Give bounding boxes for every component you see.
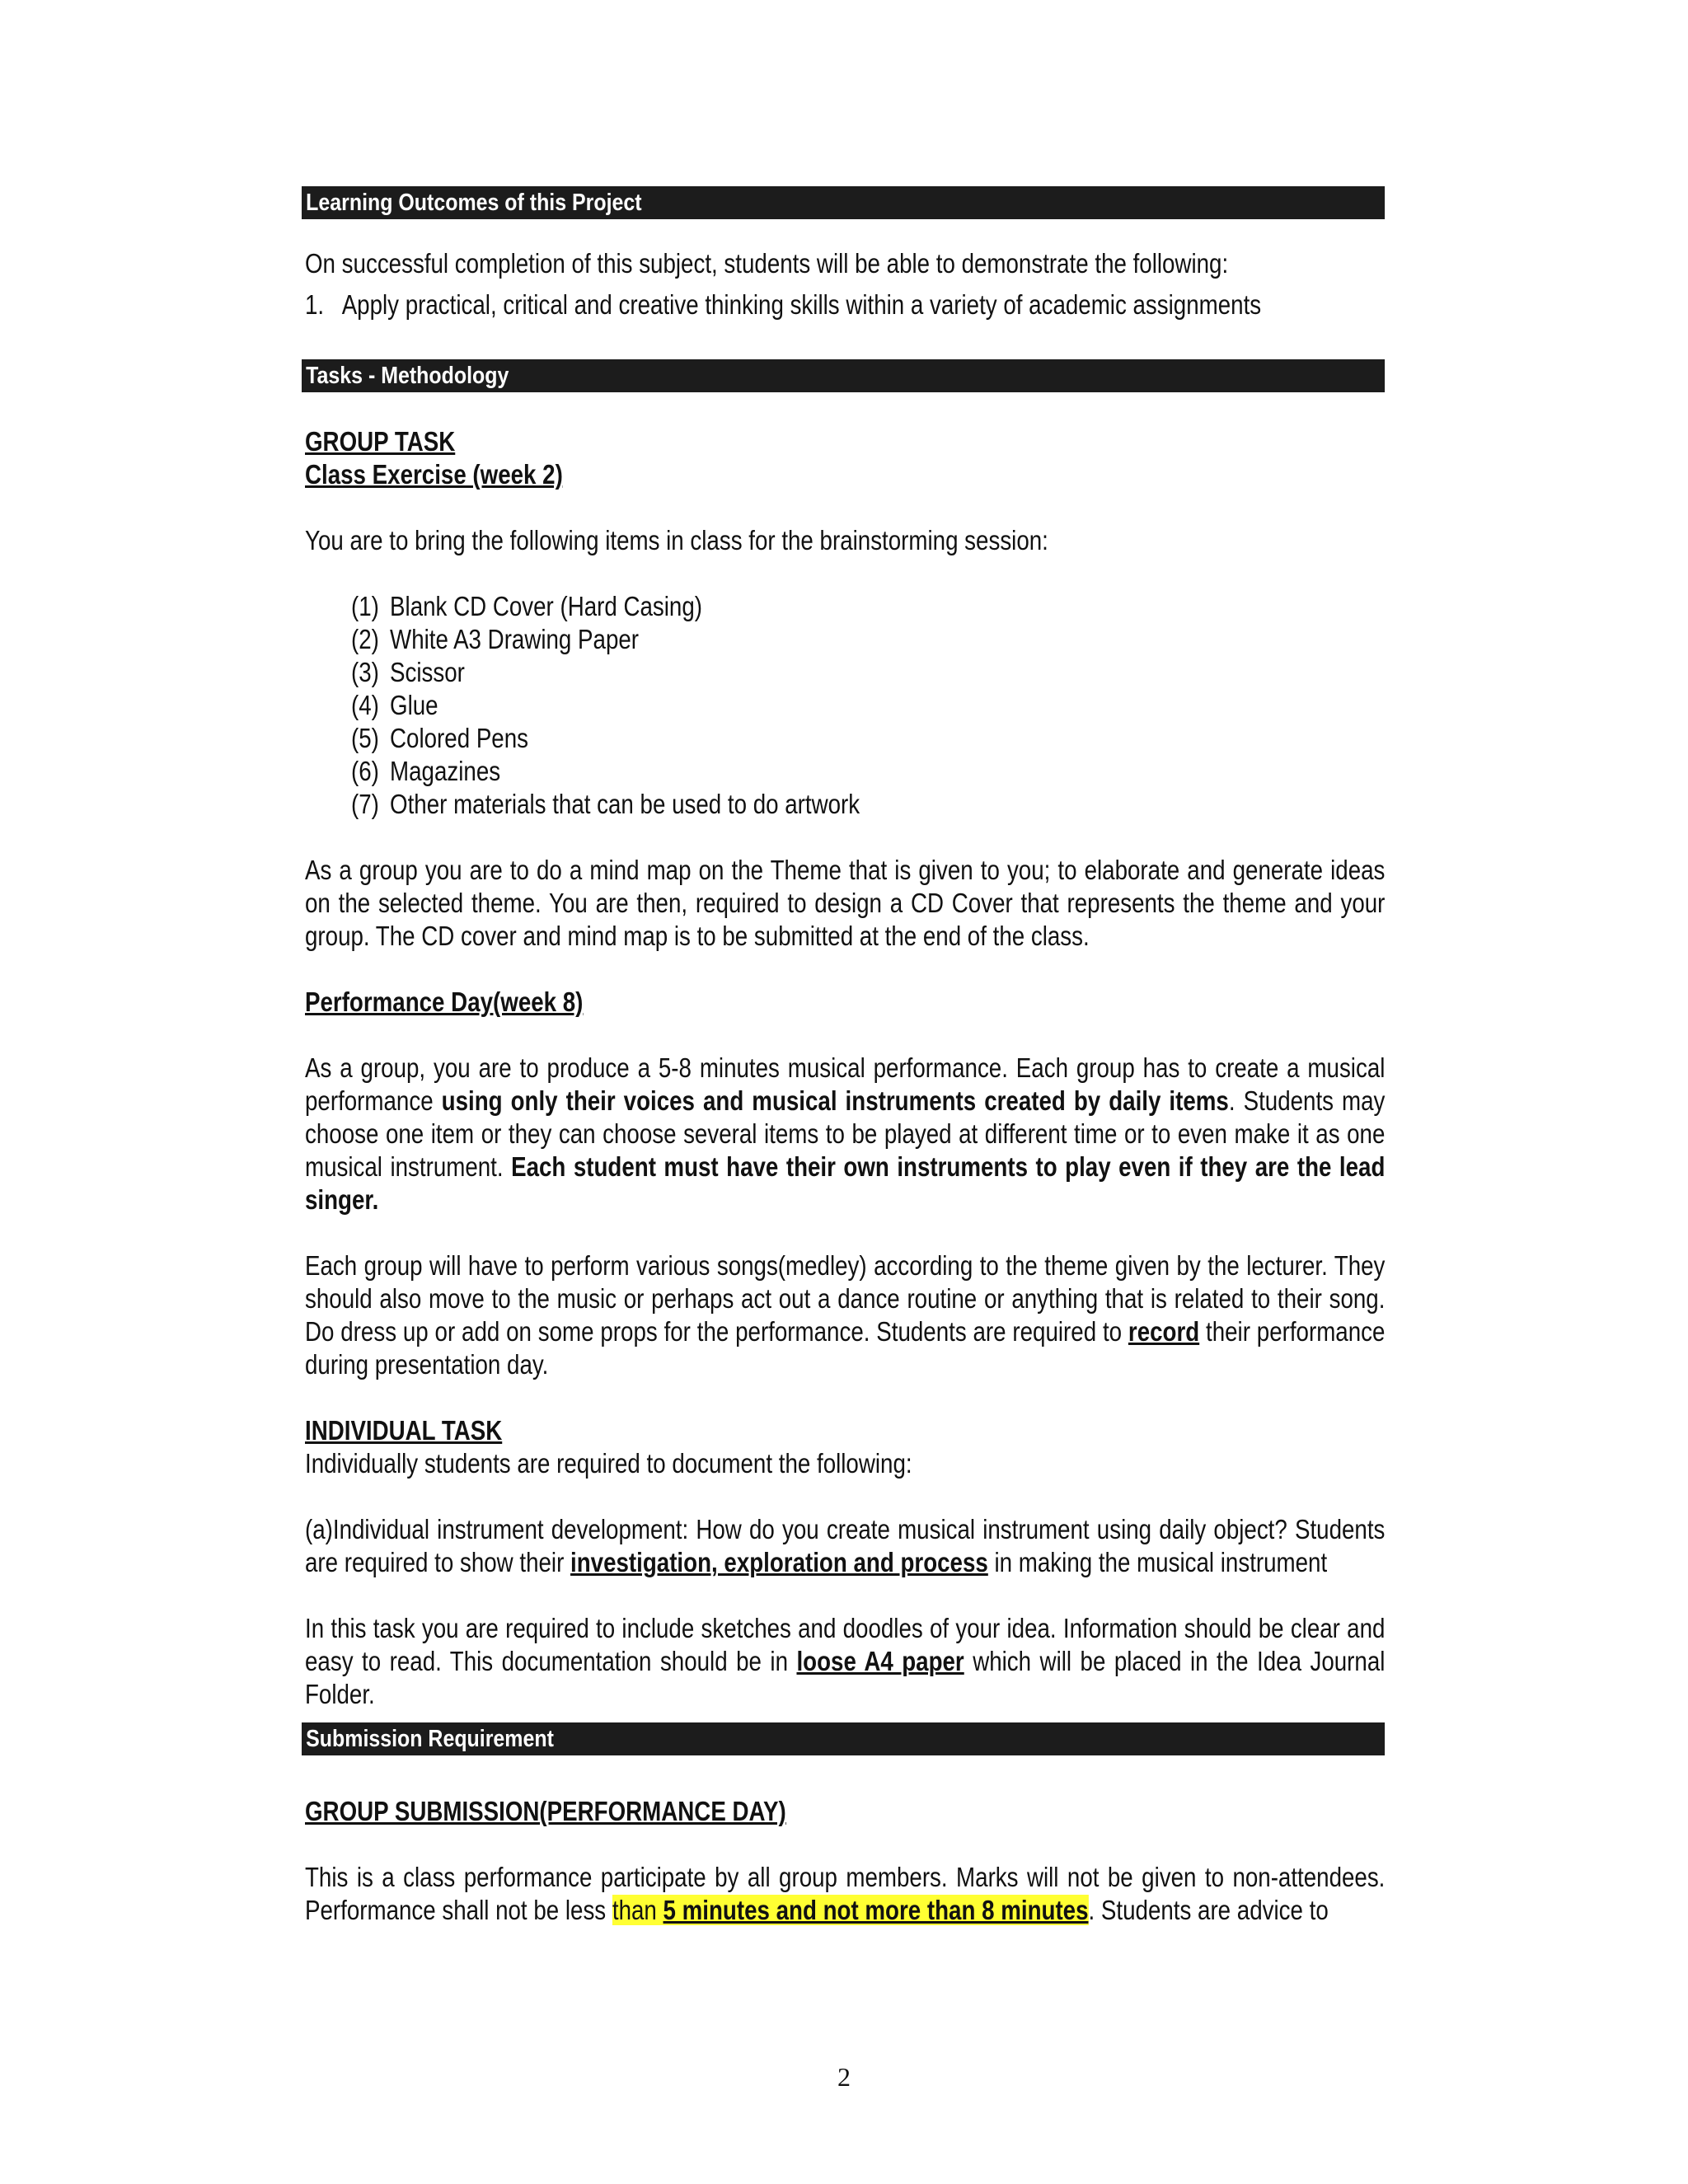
page-content <box>305 186 1385 1927</box>
list-item: (6) Magazines <box>351 756 501 786</box>
submission-requirement-heading: Submission Requirement <box>302 1722 1385 1755</box>
items-list <box>351 590 1385 821</box>
learning-outcome-item: 1. Apply practical, critical and creative thinking skills within a variety of academic assignments <box>305 289 1262 320</box>
performance-paragraph-2: Each group will have to perform various songs(medley) according to the theme given by the lecturer. They should also move to the music or perhaps act out a dance routine or anything that is related to their song. Do dress up or add on some props for the performance. Students are required to record their performance during presentation day. <box>305 1250 1386 1380</box>
sketches-paragraph: In this task you are required to include sketches and doodles of your idea. Information should be clear and easy to read. This documentation should be in loose A4 paper which will be placed in the Idea Journal Folder. <box>305 1613 1386 1709</box>
bring-items-intro: You are to bring the following items in class for the brainstorming session: <box>305 525 1048 555</box>
submission-paragraph: This is a class performance participate by all group members. Marks will not be given to non-attendees. Performance shall not be less than 5 minutes and not more than 8 minutes. Students are advice to <box>305 1862 1386 1925</box>
performance-paragraph-1: As a group, you are to produce a 5-8 minutes musical performance. Each group has to create a musical performance using only their voices and musical instruments created by daily items. Students may choose one item or they can choose several items to be played at different time or to even make it as one musical instrument. Each student must have their own instruments to play even if they are the lead singer. <box>305 1052 1386 1215</box>
list-item: (7) Other materials that can be used to do artwork <box>351 789 860 819</box>
highlighted-text: than 5 minutes and not more than 8 minutes <box>612 1895 1089 1925</box>
individual-task-title: INDIVIDUAL TASK <box>305 1415 503 1446</box>
list-item: (5) Colored Pens <box>351 723 529 753</box>
group-submission-title: GROUP SUBMISSION(PERFORMANCE DAY) <box>305 1796 786 1826</box>
class-exercise-title: Class Exercise (week 2) <box>305 459 563 490</box>
learning-outcomes-heading: Learning Outcomes of this Project <box>302 186 1385 219</box>
list-item: (1) Blank CD Cover (Hard Casing) <box>351 591 702 621</box>
page-number: 2 <box>837 2062 851 2092</box>
list-item: (2) White A3 Drawing Paper <box>351 624 640 654</box>
learning-outcomes-intro: On successful completion of this subject, students will be able to demonstrate the following: <box>305 248 1229 279</box>
list-item: (4) Glue <box>351 690 438 720</box>
mind-map-paragraph: As a group you are to do a mind map on the Theme that is given to you; to elaborate and generate ideas on the selected theme. You are then, required to design a CD Cover that represents the theme and your group. The CD cover and mind map is to be submitted at the end of the class. <box>305 855 1386 951</box>
group-task-title: GROUP TASK <box>305 426 456 457</box>
list-item: (3) Scissor <box>351 657 465 687</box>
performance-day-title: Performance Day(week 8) <box>305 987 584 1017</box>
tasks-methodology-heading: Tasks - Methodology <box>302 359 1385 392</box>
individual-task-intro: Individually students are required to document the following: <box>305 1448 912 1479</box>
individual-instrument-paragraph: (a)Individual instrument development: How do you create musical instrument using daily object? Students are required to show their investigation, exploration and process in making the musical instrument <box>305 1514 1386 1577</box>
